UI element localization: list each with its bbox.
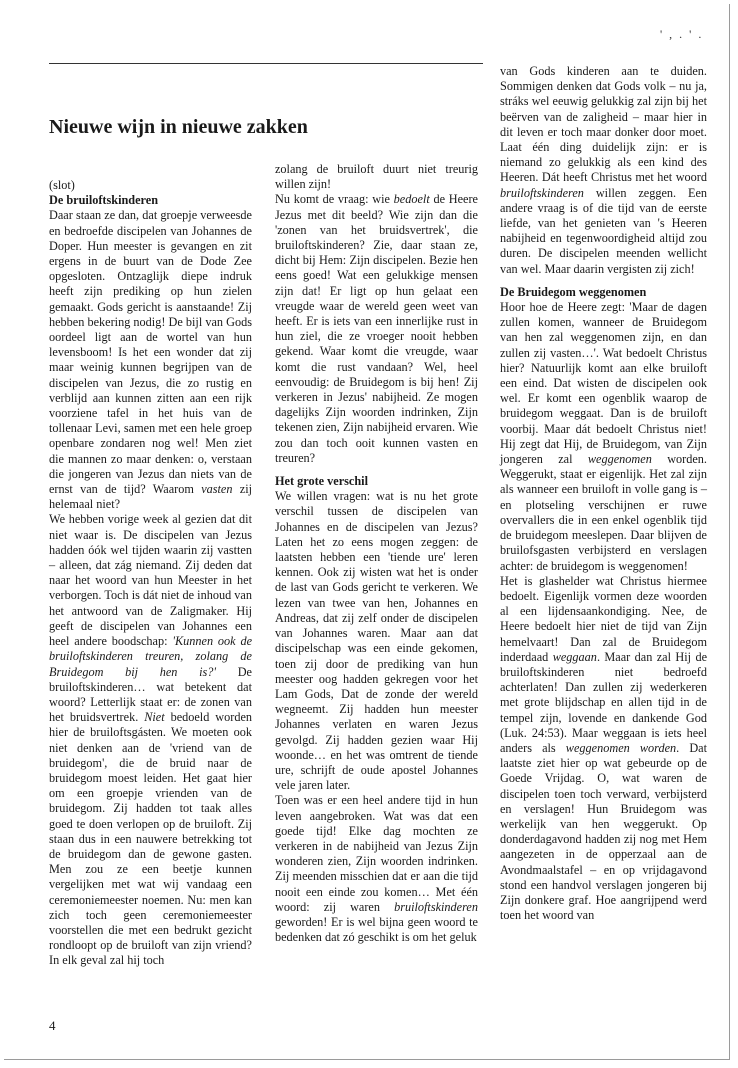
paragraph-text: bedoeld worden hier de bruiloftsgásten. We moeten ook niet denken aan de 'vriend van de bruidegom', die de bruid naar de bruidegom moest leiden. Het gaat hier om een groepje vrienden van de bruidegom. Zij hadden tot taak alles goed te doen verlopen op de bruiloft. Zij staan dus in een nauwere betrekking tot de bruidegom dan de gewone gasten. Men zou ze een beetje kunnen vergelijken met wat wij vandaag een ceremoniemeester noemen. Nu: men kan zich toch geen ceremoniemeester voorstellen die met een bedrukt gezicht rondloopt op de bruiloft van zijn vriend? In elk geval zal hij toch (49, 710, 253, 968)
scan-specks: ' , . ' . (660, 27, 704, 41)
paragraph-text: . Dat laatste ziet hier op wat gebeurde op de Goede Vrijdag. O, wat waren de discipelen toen toch verward, verbijsterd en verslagen! Hun Bruidegom was werkelijk van hen weggerukt. Op donderdagavond hadden zij nog met Hem aangezeten in de opperzaal aan de Avondmaalstafel – en op vrijdagavond stond een handvol verslagen jongeren bij Zijn donkere graf. Hoe aangrijpend werd toen het woord van (500, 740, 708, 923)
paragraph-text: De bruiloftskinderen… wat betekent dat woord? Letterlijk staat er: de zonen van het bruidsvertrek. (49, 664, 252, 725)
paragraph-text: de Heere Jezus met dit beeld? Wie zijn dan die 'zonen van het bruidsvertrek', die bruiloftskinderen? Zie, daar staan ze, dicht bij Hem: Zijn discipelen. Bezie hen eens goed! Wat een gelukkige mensen zijn dat! Er ligt op hun gelaat een vreugde waar de wereld geen weet van heeft. Er is iets van een innerlijke rust in hun ziel, die ze vroeger nooit hebben gekend. Waar komt die vreugde, waar komt die rust vandaan? Wel, heel eenvoudig: de Bruidegom is bij hen! Zij verkeren in Jezus' nabijheid. Ze mogen dagelijks Zijn woorden indrinken, Zijn tekenen zien, Zijn nabijheid ervaren. Wie zou dan toch ooit kunnen vasten en treuren? (275, 192, 478, 465)
paragraph (500, 64, 707, 277)
paragraph (275, 192, 478, 466)
paragraph: We willen vragen: wat is nu het grote verschil tussen de discipelen van Johannes en de discipelen van Jezus? Laten het zo eens mogen zeggen: de laatsten hebben een 'tiende ure' leren kennen. Ook zij wisten wat het is onder de last van Gods gericht te verkeren. We lezen van twee van hen, Johannes en Andreas, dat zij zelf onder de discipelen van Johannes waren. Maar aan dat discipelschap was een einde gekomen, toen zij door de prediking van hun meester oog hadden gekregen voor het Lam Gods, Dat de zonde der wereld wegneemt. Zij hadden hun meester Johannes verlaten en waren Jezus gevolgd. Zij hadden gezien waar Hij woonde… en het was omtrent de tiende ure, schrijft de oude apostel Johannes vele jaren later. (275, 489, 478, 793)
section-heading-bruidegom-weggenomen: De Bruidegom weggenomen (500, 284, 647, 299)
paragraph-text: Daar staan ze dan, dat groepje verweesde en bedroefde discipelen van Johannes de Doper. Hun meester is gevangen en zit ergens in de buurt van de Dode Zee opgesloten. Ontzaglijk diepe indruk heeft zijn prediking op hun zielen gemaakt. Gods gericht is aanstaande! Zij hebben bekering nodig! De bijl van Gods oordeel ligt aan de wortel van hun levensboom! Is het een wonder dat zij maar weinig kunnen begrijpen van de discipelen van Jezus, die zo rustig en verblijd aan kunnen zitten aan een rijk voorziene tafel in het huis van de tollenaar Levi, samen met een hele groep openbare zondaren nog wel! Men ziet die mannen zo maar denken: o, verstaan die jongeren van Jezus dan niets van de ernst van de tijd? Waarom (49, 208, 252, 497)
paragraph: zolang de bruiloft duurt niet treurig willen zijn! (275, 162, 478, 192)
emphasis: weggaan (552, 649, 597, 664)
article-title: Nieuwe wijn in nieuwe zakken (49, 116, 308, 138)
paragraph-text: van Gods kinderen aan te duiden. Sommigen denken dat Gods volk – nu ja, stráks wel eeuwig gelukkig zal zijn bij het beërven van de zaligheid – maar hier in dit leven er toch maar donker door moet. Laat één ding duidelijk zijn: er is niemand zo gelukkig als een kind des Heeren. Dát heeft Christus met het woord (500, 64, 707, 185)
quote: 'Kunnen ook de bruiloftskinderen treuren, zolang de Bruidegom bij hen is?' (49, 634, 253, 679)
paragraph-text: worden. Weggerukt, staat er eigenlijk. Het zal zijn als wanneer een bruiloft in volle gang is – en plotseling verschijnen er ruwe overvallers die in een enkel ogenblik tijd de bruidegom meeslepen. Daar blijven de bruilofsgasten verbijsterd en verslagen achter: de bruidegom is weggenomen! (500, 452, 707, 573)
section-heading-bruiloftskinderen: De bruiloftskinderen (49, 193, 159, 208)
slot-label: (slot) (49, 178, 75, 192)
paragraph-text: zij helemaal niet? (49, 482, 253, 512)
emphasis: weggenomen (587, 452, 652, 467)
emphasis: weggenomen worden (565, 740, 677, 755)
section-heading-grote-verschil: Het grote verschil (275, 474, 368, 489)
emphasis: vasten (201, 482, 233, 497)
paragraph-text: Het is glashelder wat Christus hiermee bedoelt. Eigenlijk vormen deze woorden al een lijdensaankondiging. Nee, de Heere bedoelt hier niet de tijd van Zijn hemelvaart! Dan zal de Bruidegom inderdaad (500, 573, 707, 664)
paragraph-text: geworden! Er is wel bijna geen woord te bedenken dat zó geschikt is om het geluk (275, 914, 478, 945)
paragraph (275, 793, 478, 945)
paragraph-text: Hoor hoe de Heere zegt: 'Maar de dagen zullen komen, wanneer de Bruidegom van hen zal weggenomen zijn, en dan zullen zij vasten…'. Wat bedoelt Christus hier? Natuurlijk komt aan elke bruiloft een eind. Dat wisten de discipelen ook wel. Er komt een ogenblik waarop de bruidegom weggaat. Dan is de bruiloft voorbij. Maar dát bedoelt Christus niet! Hij zegt dat Hij, de Bruidegom, van Zijn jongeren zal (500, 300, 707, 467)
emphasis: bruiloftskinderen (394, 899, 478, 914)
emphasis: Niet (144, 710, 165, 725)
paragraph (500, 300, 707, 574)
emphasis: bruiloftskinderen (500, 185, 584, 200)
column-2 (275, 162, 478, 945)
paragraph-text: . Maar dan zal Hij de bruiloftskinderen niet bedroefd achterlaten! Dan zullen zij wederkeren met grote blijdschap en allen tijd in de tempel zijn, lovende en dankende God (Luk. 24:53). Maar weggaan is iets heel anders als (500, 649, 708, 755)
paragraph-text: Toen was er een heel andere tijd in hun leven aangebroken. Wat was dat een goede tijd! Elke dag mochten ze verkeren in de nabijheid van Jezus Zijn wonderen zien, Zijn woorden indrinken. Zij meenden misschien dat er aan die tijd nooit een einde zou komen… Met één woord: zij waren (275, 793, 478, 914)
paragraph-text: willen zeggen. Een andere vraag is of die tijd van de eerste liefde, van het genieten van 's Heeren nabijheid en tegenwoordigheid altijd zou duren. De discipelen meenden wellicht van wel. Maar daarin vergisten zij zich! (500, 185, 708, 276)
paragraph-text: Nu komt de vraag: wie (275, 192, 390, 207)
top-rule (49, 63, 483, 64)
column-1 (49, 178, 252, 969)
paragraph (49, 208, 252, 512)
column-3 (500, 64, 707, 923)
emphasis: bedoelt (393, 192, 430, 207)
page-number: 4 (49, 1018, 56, 1033)
paragraph (49, 512, 252, 968)
paragraph-text: We hebben vorige week al gezien dat dit niet waar is. De discipelen van Jezus hadden óók wel tijden waarin zij vastten – alleen, dat zág niemand. Zij deden dat naar het woord van hun Meester in het verborgen. Toch is dát niet de inhoud van het antwoord van de Zaligmaker. Hij geeft de discipelen van Johannes een heel andere boodschap: (49, 512, 252, 649)
paragraph (500, 574, 707, 924)
